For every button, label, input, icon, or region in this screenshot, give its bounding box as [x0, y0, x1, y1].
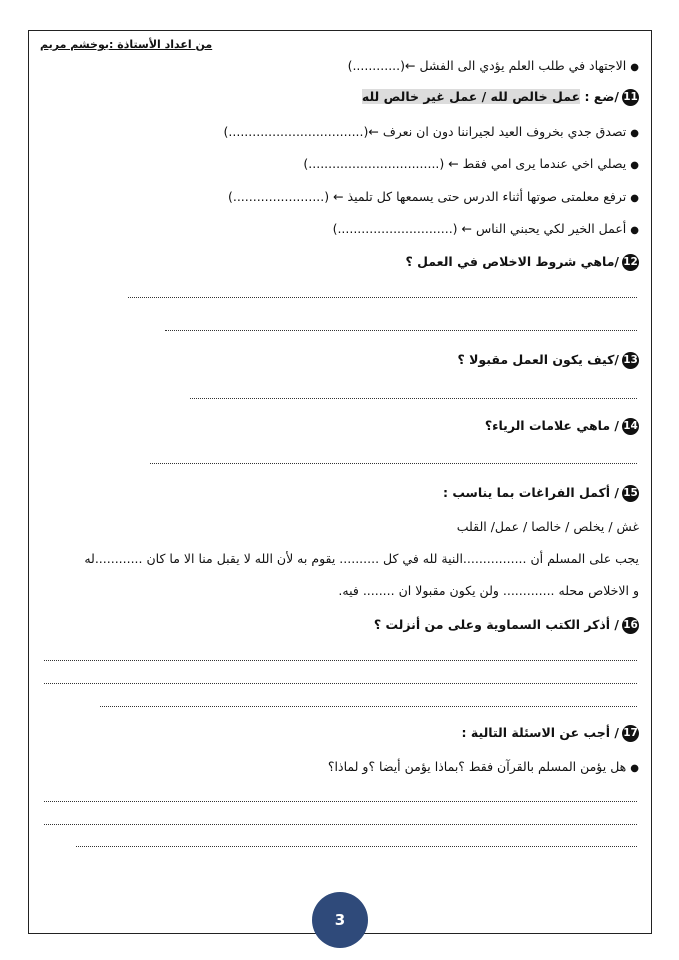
bullet-icon: ●: [630, 763, 639, 774]
question-number-badge: 11: [622, 89, 639, 106]
answer-line: [150, 463, 637, 464]
bullet-icon: ●: [630, 62, 639, 73]
bullet-icon: ●: [630, 193, 639, 204]
answer-line: [128, 297, 637, 298]
q11-item-4: ●أعمل الخير لكي يحبني الناس ← (.............................): [332, 221, 639, 236]
question-13-title: 13/كيف يكون العمل مقبولا ؟: [457, 352, 638, 367]
question-number-badge: 16: [622, 617, 639, 634]
fill-sentence-2: و الاخلاص محله ............. ولن يكون مقبولا ان ........ فيه.: [338, 583, 639, 598]
answer-line: [76, 846, 637, 847]
answer-line: [165, 330, 637, 331]
question-number-badge: 13: [622, 352, 639, 369]
answer-line: [44, 683, 637, 684]
answer-line: [100, 706, 637, 707]
question-number-badge: 14: [622, 418, 639, 435]
bullet-icon: ●: [630, 160, 639, 171]
question-number-badge: 17: [622, 725, 639, 742]
question-11-title: 11/ضع : عمل خالص لله / عمل غير خالص لله: [361, 89, 638, 104]
answer-line: [44, 801, 637, 802]
answer-line: [44, 824, 637, 825]
question-17-title: 17/ أجب عن الاسئلة التالية :: [461, 725, 638, 740]
q11-item-2: ●يصلي اخي عندما يرى امي فقط ← (.................................): [303, 156, 639, 171]
question-15-title: 15/ أكمل الفراغات بما يناسب :: [442, 485, 638, 500]
author-credit: من اعداد الأستاذة :بوخشم مريم: [40, 38, 213, 51]
answer-line: [190, 398, 637, 399]
q11-item-3: ●ترفع معلمتى صوتها أثناء الدرس حتى يسمعها كل تلميذ ← (.......................): [227, 189, 639, 204]
fill-sentence-1: يجب على المسلم أن ................النية لله في كل .......... يقوم به لأن الله لا يقبل منا الا ما كان ............له: [84, 551, 639, 566]
question-16-title: 16/ أذكر الكتب السماوية وعلى من أنزلت ؟: [373, 617, 638, 632]
q17-item: ●هل يؤمن المسلم بالقرآن فقط ؟بماذا يؤمن أيضا ؟و لماذا؟: [327, 759, 639, 774]
bullet-icon: ●: [630, 128, 639, 139]
page-number-badge: 3: [312, 892, 368, 948]
q11-item-1: ●تصدق جدي بخروف العيد لجيراننا دون ان نعرف ←(..................................): [223, 124, 639, 139]
answer-line: [44, 660, 637, 661]
highlighted-options: عمل خالص لله / عمل غير خالص لله: [361, 89, 581, 104]
intro-item: ●الاجتهاد في طلب العلم يؤدي الى الفشل ←(............): [347, 58, 639, 73]
bullet-icon: ●: [630, 225, 639, 236]
question-14-title: 14/ ماهي علامات الرياء؟: [484, 418, 638, 433]
question-12-title: 12/ماهي شروط الاخلاص في العمل ؟: [405, 254, 638, 269]
question-number-badge: 12: [622, 254, 639, 271]
question-number-badge: 15: [622, 485, 639, 502]
word-bank: غش / يخلص / خالصا / عمل/ القلب: [456, 519, 639, 534]
